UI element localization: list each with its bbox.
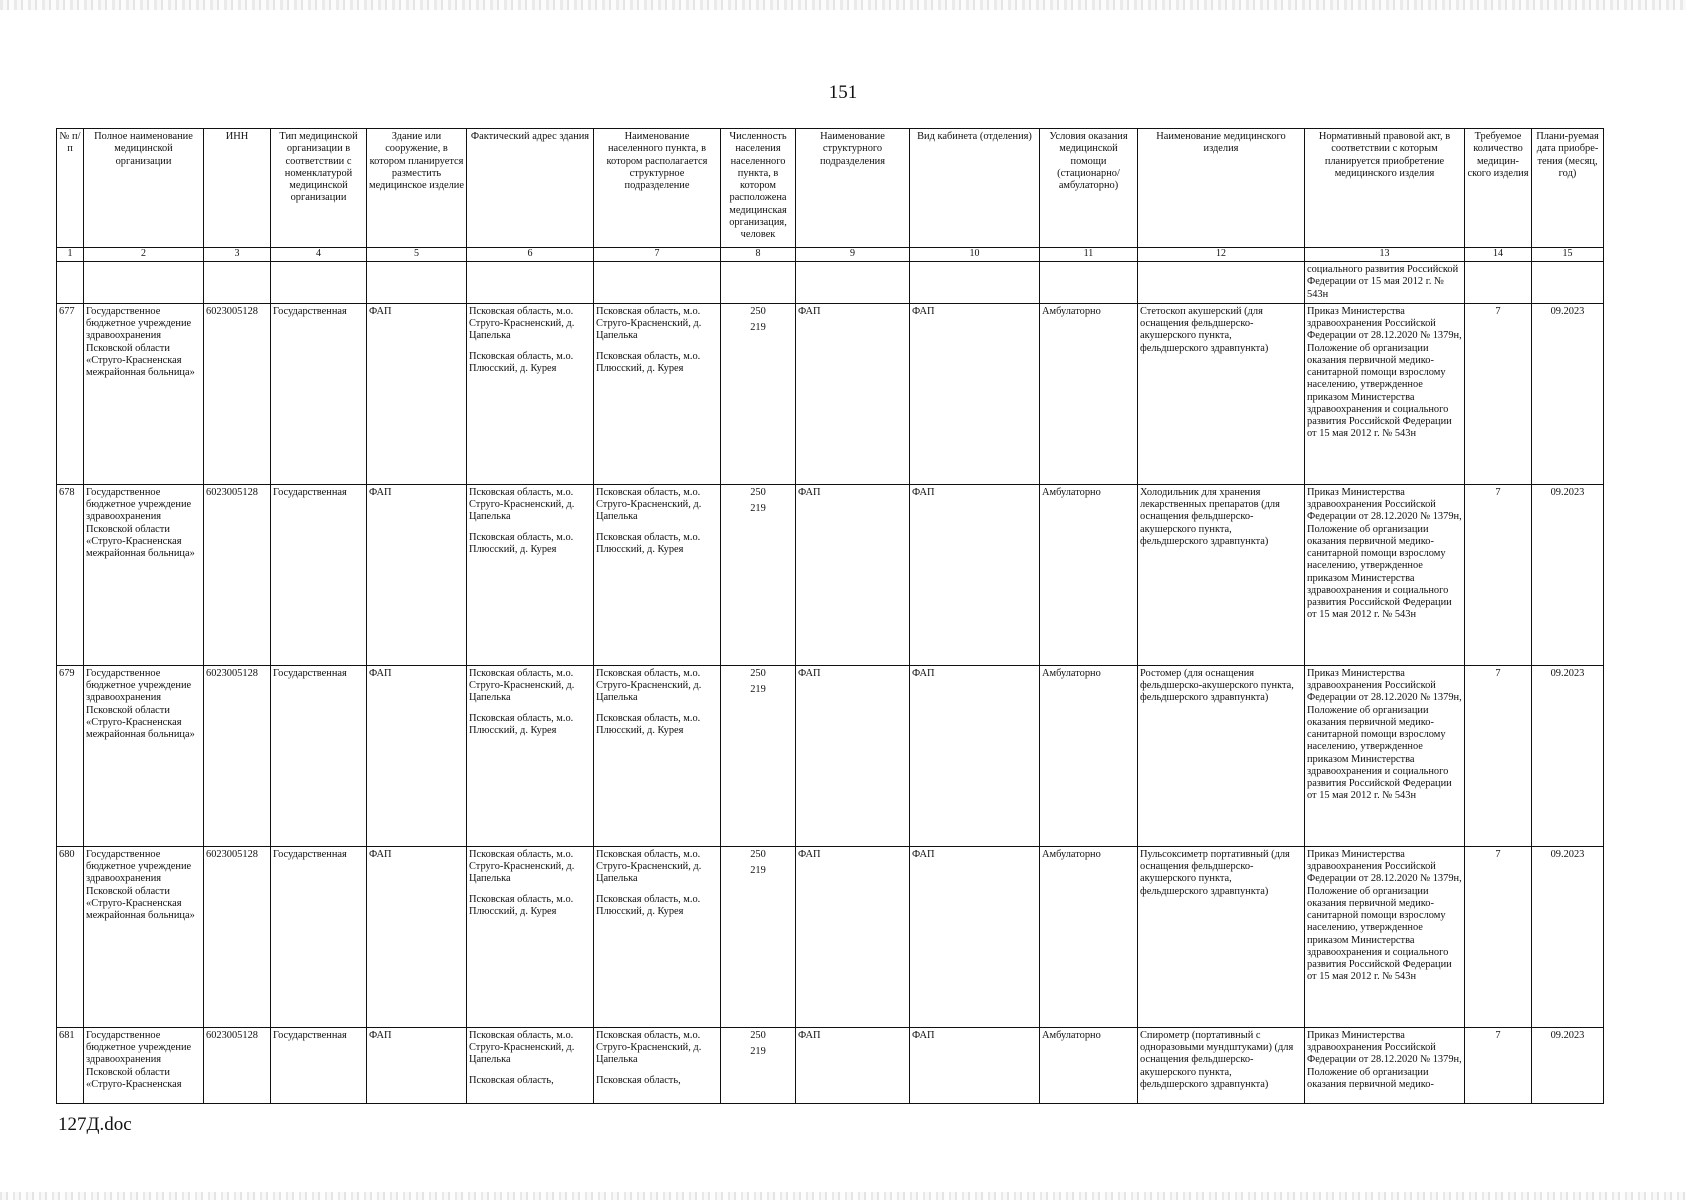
population bbox=[721, 1027, 796, 1103]
care-conditions: Амбулаторно bbox=[1040, 846, 1138, 1027]
address bbox=[467, 303, 594, 484]
locality-line: Псковская область, м.о. Струго-Красненский, д. Цапелька bbox=[596, 486, 702, 523]
scan-edge-top bbox=[0, 0, 1686, 10]
org-name: Государственное бюджетное учреждение здравоохранения Псковской области «Струго-Красненская межрайонная больница» bbox=[84, 846, 204, 1027]
address-line: Псковская область, м.о. Плюсский, д. Курея bbox=[469, 712, 574, 736]
unit-name: ФАП bbox=[796, 665, 910, 846]
locality-line: Псковская область, м.о. Струго-Красненский, д. Цапелька bbox=[596, 667, 702, 704]
locality-line: Псковская область, м.о. Плюсский, д. Курея bbox=[596, 712, 701, 736]
inn: 6023005128 bbox=[204, 303, 271, 484]
header-cell: Наименование населенного пункта, в котором располагается структурное подразделение bbox=[594, 129, 721, 248]
population-value: 250 bbox=[750, 667, 766, 679]
quantity: 7 bbox=[1465, 484, 1532, 665]
building: ФАП bbox=[367, 303, 467, 484]
locality-line: Псковская область, м.о. Струго-Красненский, д. Цапелька bbox=[596, 848, 702, 885]
population bbox=[721, 303, 796, 484]
header-cell: Полное наименование медицинской организации bbox=[84, 129, 204, 248]
address-line: Псковская область, м.о. Струго-Красненский, д. Цапелька bbox=[469, 305, 575, 342]
org-type: Государственная bbox=[271, 665, 367, 846]
column-number: 8 bbox=[721, 248, 796, 262]
column-number: 9 bbox=[796, 248, 910, 262]
org-type: Государственная bbox=[271, 846, 367, 1027]
purchase-date: 09.2023 bbox=[1532, 303, 1604, 484]
legal-act: Приказ Министерства здравоохранения Российской Федерации от 28.12.2020 № 1379н, Положение об организации оказания первичной медико- bbox=[1305, 1027, 1465, 1103]
column-number: 4 bbox=[271, 248, 367, 262]
address-line: Псковская область, м.о. Струго-Красненский, д. Цапелька bbox=[469, 1029, 575, 1066]
org-type: Государственная bbox=[271, 484, 367, 665]
address-line: Псковская область, м.о. Плюсский, д. Курея bbox=[469, 893, 574, 917]
locality-line: Псковская область, м.о. Плюсский, д. Курея bbox=[596, 350, 701, 374]
locality-line: Псковская область, м.о. Струго-Красненский, д. Цапелька bbox=[596, 1029, 702, 1066]
address-line: Псковская область, м.о. Струго-Красненский, д. Цапелька bbox=[469, 486, 575, 523]
scan-edge-bottom bbox=[0, 1192, 1686, 1200]
column-number: 7 bbox=[594, 248, 721, 262]
header-cell: Вид кабинета (отделения) bbox=[910, 129, 1040, 248]
locality-line: Псковская область, bbox=[596, 1074, 681, 1086]
building: ФАП bbox=[367, 484, 467, 665]
legal-act: Приказ Министерства здравоохранения Российской Федерации от 28.12.2020 № 1379н, Положение об организации оказания первичной медико-санитарной помощи взрослому населению, утвержденное приказом Министерства здравоохранения и социального развития Российской Федерации от 15 мая 2012 г. № 543н bbox=[1305, 846, 1465, 1027]
locality bbox=[594, 846, 721, 1027]
building: ФАП bbox=[367, 665, 467, 846]
quantity: 7 bbox=[1465, 665, 1532, 846]
header-row bbox=[57, 129, 1604, 248]
population-value: 219 bbox=[750, 684, 766, 696]
locality bbox=[594, 484, 721, 665]
org-name: Государственное бюджетное учреждение здравоохранения Псковской области «Струго-Красненская межрайонная больница» bbox=[84, 484, 204, 665]
locality-line: Псковская область, м.о. Плюсский, д. Курея bbox=[596, 893, 701, 917]
header-cell: № п/п bbox=[57, 129, 84, 248]
locality bbox=[594, 665, 721, 846]
header-cell: Нормативный правовой акт, в соответствии с которым планируется приобретение медицинского изделия bbox=[1305, 129, 1465, 248]
header-cell: Требуемое количество медицин-ского изделия bbox=[1465, 129, 1532, 248]
address-line: Псковская область, м.о. Плюсский, д. Курея bbox=[469, 350, 574, 374]
population bbox=[721, 846, 796, 1027]
purchase-date: 09.2023 bbox=[1532, 846, 1604, 1027]
care-conditions: Амбулаторно bbox=[1040, 665, 1138, 846]
care-conditions: Амбулаторно bbox=[1040, 1027, 1138, 1103]
population-value: 250 bbox=[750, 848, 766, 860]
unit-name: ФАП bbox=[796, 484, 910, 665]
device-name: Спирометр (портативный с одноразовыми мундштуками) (для оснащения фельдшерско-акушерского пункта, фельдшерского здравпункта) bbox=[1138, 1027, 1305, 1103]
page-number: 151 bbox=[828, 82, 858, 103]
org-name: Государственное бюджетное учреждение здравоохранения Псковской области «Струго-Красненская bbox=[84, 1027, 204, 1103]
document-filename: 127Д.doc bbox=[58, 1114, 132, 1135]
quantity: 7 bbox=[1465, 303, 1532, 484]
column-number: 6 bbox=[467, 248, 594, 262]
legal-act: Приказ Министерства здравоохранения Российской Федерации от 28.12.2020 № 1379н, Положение об организации оказания первичной медико-санитарной помощи взрослому населению, утвержденное приказом Министерства здравоохранения и социального развития Российской Федерации от 15 мая 2012 г. № 543н bbox=[1305, 665, 1465, 846]
row-number: 678 bbox=[57, 484, 84, 665]
quantity: 7 bbox=[1465, 846, 1532, 1027]
column-number: 14 bbox=[1465, 248, 1532, 262]
inn: 6023005128 bbox=[204, 846, 271, 1027]
address bbox=[467, 484, 594, 665]
care-conditions: Амбулаторно bbox=[1040, 303, 1138, 484]
population bbox=[721, 665, 796, 846]
header-cell: ИНН bbox=[204, 129, 271, 248]
table-row bbox=[57, 484, 1604, 665]
population-value: 250 bbox=[750, 1029, 766, 1041]
purchase-date: 09.2023 bbox=[1532, 484, 1604, 665]
purchase-date: 09.2023 bbox=[1532, 1027, 1604, 1103]
row-number: 679 bbox=[57, 665, 84, 846]
device-name: Стетоскоп акушерский (для оснащения фельдшерско-акушерского пункта, фельдшерского здравпункта) bbox=[1138, 303, 1305, 484]
org-name: Государственное бюджетное учреждение здравоохранения Псковской области «Струго-Красненская межрайонная больница» bbox=[84, 303, 204, 484]
purchase-date: 09.2023 bbox=[1532, 665, 1604, 846]
continuation-row bbox=[57, 262, 1604, 304]
table-row bbox=[57, 1027, 1604, 1103]
building: ФАП bbox=[367, 1027, 467, 1103]
quantity: 7 bbox=[1465, 1027, 1532, 1103]
unit-name: ФАП bbox=[796, 846, 910, 1027]
population-value: 250 bbox=[750, 305, 766, 317]
column-number: 12 bbox=[1138, 248, 1305, 262]
address-line: Псковская область, bbox=[469, 1074, 554, 1086]
table-row bbox=[57, 303, 1604, 484]
locality-line: Псковская область, м.о. Плюсский, д. Курея bbox=[596, 531, 701, 555]
column-number: 11 bbox=[1040, 248, 1138, 262]
unit-name: ФАП bbox=[796, 1027, 910, 1103]
header-cell: Фактический адрес здания bbox=[467, 129, 594, 248]
unit-name: ФАП bbox=[796, 303, 910, 484]
continuation-act: социального развития Российской Федерации от 15 мая 2012 г. № 543н bbox=[1305, 262, 1465, 304]
legal-act: Приказ Министерства здравоохранения Российской Федерации от 28.12.2020 № 1379н, Положение об организации оказания первичной медико-санитарной помощи взрослому населению, утвержденное приказом Министерства здравоохранения и социального развития Российской Федерации от 15 мая 2012 г. № 543н bbox=[1305, 303, 1465, 484]
header-cell: Условия оказания медицинской помощи (стационарно/ амбулаторно) bbox=[1040, 129, 1138, 248]
org-name: Государственное бюджетное учреждение здравоохранения Псковской области «Струго-Красненская межрайонная больница» bbox=[84, 665, 204, 846]
header-cell: Плани-руемая дата приобре-тения (месяц, год) bbox=[1532, 129, 1604, 248]
room-type: ФАП bbox=[910, 484, 1040, 665]
table-row bbox=[57, 665, 1604, 846]
table-row bbox=[57, 846, 1604, 1027]
inn: 6023005128 bbox=[204, 484, 271, 665]
locality bbox=[594, 303, 721, 484]
column-number: 3 bbox=[204, 248, 271, 262]
column-number: 2 bbox=[84, 248, 204, 262]
room-type: ФАП bbox=[910, 1027, 1040, 1103]
header-cell: Наименование структурного подразделения bbox=[796, 129, 910, 248]
address bbox=[467, 665, 594, 846]
header-cell: Наименование медицинского изделия bbox=[1138, 129, 1305, 248]
population-value: 250 bbox=[750, 486, 766, 498]
locality-line: Псковская область, м.о. Струго-Красненский, д. Цапелька bbox=[596, 305, 702, 342]
device-name: Холодильник для хранения лекарственных препаратов (для оснащения фельдшерско-акушерского пункта, фельдшерского здравпункта) bbox=[1138, 484, 1305, 665]
population-value: 219 bbox=[750, 503, 766, 515]
column-number: 15 bbox=[1532, 248, 1604, 262]
row-number: 680 bbox=[57, 846, 84, 1027]
equipment-table bbox=[56, 128, 1604, 1104]
device-name: Пульсоксиметр портативный (для оснащения фельдшерско-акушерского пункта, фельдшерского здравпункта) bbox=[1138, 846, 1305, 1027]
population bbox=[721, 484, 796, 665]
column-number: 1 bbox=[57, 248, 84, 262]
inn: 6023005128 bbox=[204, 1027, 271, 1103]
building: ФАП bbox=[367, 846, 467, 1027]
address bbox=[467, 846, 594, 1027]
column-number: 13 bbox=[1305, 248, 1465, 262]
org-type: Государственная bbox=[271, 1027, 367, 1103]
row-number: 677 bbox=[57, 303, 84, 484]
column-number: 10 bbox=[910, 248, 1040, 262]
address-line: Псковская область, м.о. Струго-Красненский, д. Цапелька bbox=[469, 667, 575, 704]
header-cell: Здание или сооружение, в котором планируется разместить медицинское изделие bbox=[367, 129, 467, 248]
inn: 6023005128 bbox=[204, 665, 271, 846]
population-value: 219 bbox=[750, 865, 766, 877]
population-value: 219 bbox=[750, 322, 766, 334]
locality bbox=[594, 1027, 721, 1103]
legal-act: Приказ Министерства здравоохранения Российской Федерации от 28.12.2020 № 1379н, Положение об организации оказания первичной медико-санитарной помощи взрослому населению, утвержденное приказом Министерства здравоохранения и социального развития Российской Федерации от 15 мая 2012 г. № 543н bbox=[1305, 484, 1465, 665]
address bbox=[467, 1027, 594, 1103]
header-cell: Численность населения населенного пункта, в котором расположена медицинская организация, человек bbox=[721, 129, 796, 248]
room-type: ФАП bbox=[910, 846, 1040, 1027]
device-name: Ростомер (для оснащения фельдшерско-акушерского пункта, фельдшерского здравпункта) bbox=[1138, 665, 1305, 846]
header-cell: Тип медицинской организации в соответствии с номенклатурой медицинской организации bbox=[271, 129, 367, 248]
room-type: ФАП bbox=[910, 665, 1040, 846]
row-number: 681 bbox=[57, 1027, 84, 1103]
column-number: 5 bbox=[367, 248, 467, 262]
room-type: ФАП bbox=[910, 303, 1040, 484]
address-line: Псковская область, м.о. Струго-Красненский, д. Цапелька bbox=[469, 848, 575, 885]
population-value: 219 bbox=[750, 1046, 766, 1058]
column-number-row bbox=[57, 248, 1604, 262]
address-line: Псковская область, м.о. Плюсский, д. Курея bbox=[469, 531, 574, 555]
care-conditions: Амбулаторно bbox=[1040, 484, 1138, 665]
org-type: Государственная bbox=[271, 303, 367, 484]
